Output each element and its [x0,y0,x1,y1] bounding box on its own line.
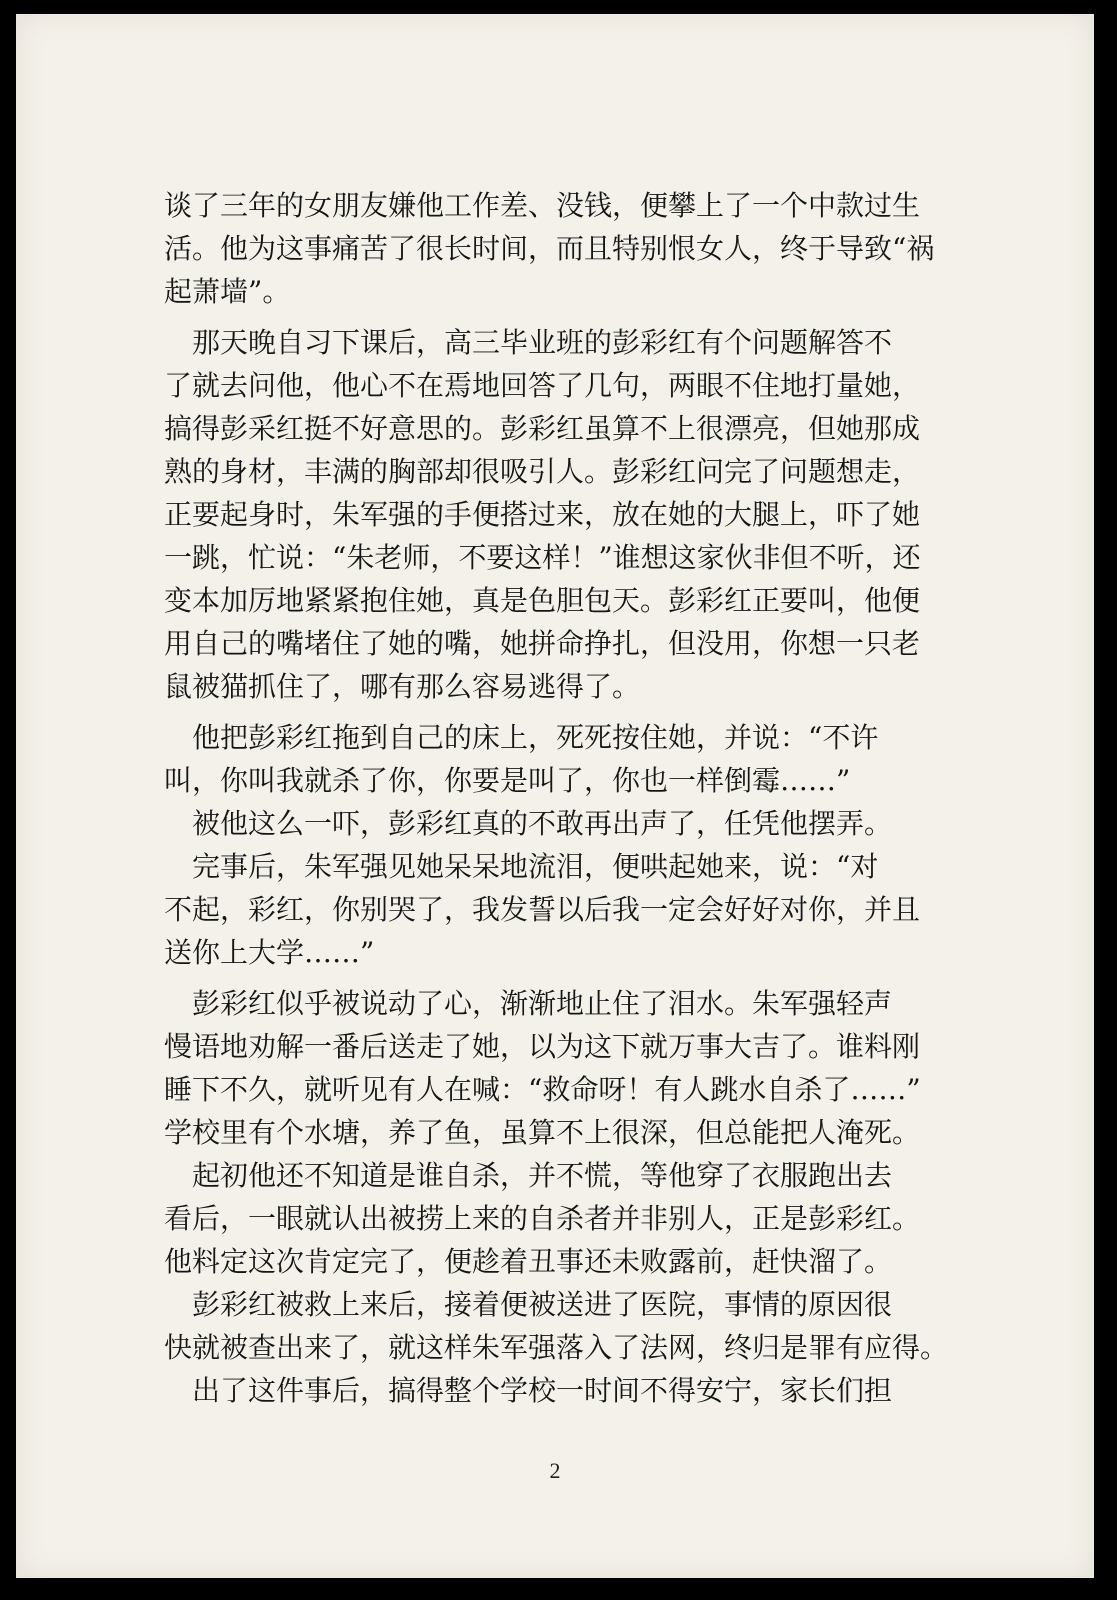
text-line: 一跳，忙说：“朱老师，不要这样！”谁想这家伙非但不听，还 [164,541,921,574]
text-line: 送你上大学……” [164,936,375,969]
text-line: 搞得彭采红挺不好意思的。彭彩红虽算不上很漂亮，但她那成 [164,412,921,445]
text-line: 快就被查出来了，就这样朱军强落入了法网，终归是罪有应得。 [164,1331,949,1364]
text-line: 起萧墙”。 [164,275,291,308]
text-line: 他把彭彩红拖到自己的床上，死死按住她，并说：“不许 [164,721,879,754]
text-line: 起初他还不知道是谁自杀，并不慌，等他穿了衣服跑出去 [164,1159,893,1192]
text-line: 那天晚自习下课后，高三毕业班的彭彩红有个问题解答不 [164,326,893,359]
text-line: 了就去问他，他心不在焉地回答了几句，两眼不住地打量她， [164,369,921,402]
text-line: 彭彩红被救上来后，接着便被送进了医院，事情的原因很 [164,1288,893,1321]
text-line: 出了这件事后，搞得整个学校一时间不得安宁，家长们担 [164,1374,893,1407]
text-line: 他料定这次肯定完了，便趁着丑事还未败露前，赶快溜了。 [164,1245,893,1278]
text-line: 用自己的嘴堵住了她的嘴，她拼命挣扎，但没用，你想一只老 [164,627,921,660]
text-line: 被他这么一吓，彭彩红真的不敢再出声了，任凭他摆弄。 [164,807,893,840]
text-line: 学校里有个水塘，养了鱼，虽算不上很深，但总能把人淹死。 [164,1116,921,1149]
text-line: 完事后，朱军强见她呆呆地流泪，便哄起她来，说：“对 [164,850,879,883]
text-line: 彭彩红似乎被说动了心，渐渐地止住了泪水。朱军强轻声 [164,987,893,1020]
page-number: 2 [549,1458,561,1483]
text-line: 看后，一眼就认出被捞上来的自杀者并非别人，正是彭彩红。 [164,1202,921,1235]
text-line: 睡下不久，就听见有人在喊：“救命呀！有人跳水自杀了……” [164,1073,921,1106]
text-line: 慢语地劝解一番后送走了她，以为这下就万事大吉了。谁料刚 [164,1030,921,1063]
body-text [164,184,959,1412]
text-line: 不起，彩红，你别哭了，我发誓以后我一定会好好对你，并且 [164,893,921,926]
text-line: 变本加厉地紧紧抱住她，真是色胆包天。彭彩红正要叫，他便 [164,584,921,617]
text-line: 熟的身材，丰满的胸部却很吸引人。彭彩红问完了问题想走， [164,455,921,488]
text-line: 活。他为这事痛苦了很长时间，而且特别恨女人，终于导致“祸 [164,232,935,265]
document-page [16,14,1094,1578]
text-line: 正要起身时，朱军强的手便搭过来，放在她的大腿上，吓了她 [164,498,921,531]
text-line: 谈了三年的女朋友嫌他工作差、没钱，便攀上了一个中款过生 [164,189,921,222]
text-line: 叫，你叫我就杀了你，你要是叫了，你也一样倒霉……” [164,764,851,797]
text-line: 鼠被猫抓住了，哪有那么容易逃得了。 [164,670,641,703]
